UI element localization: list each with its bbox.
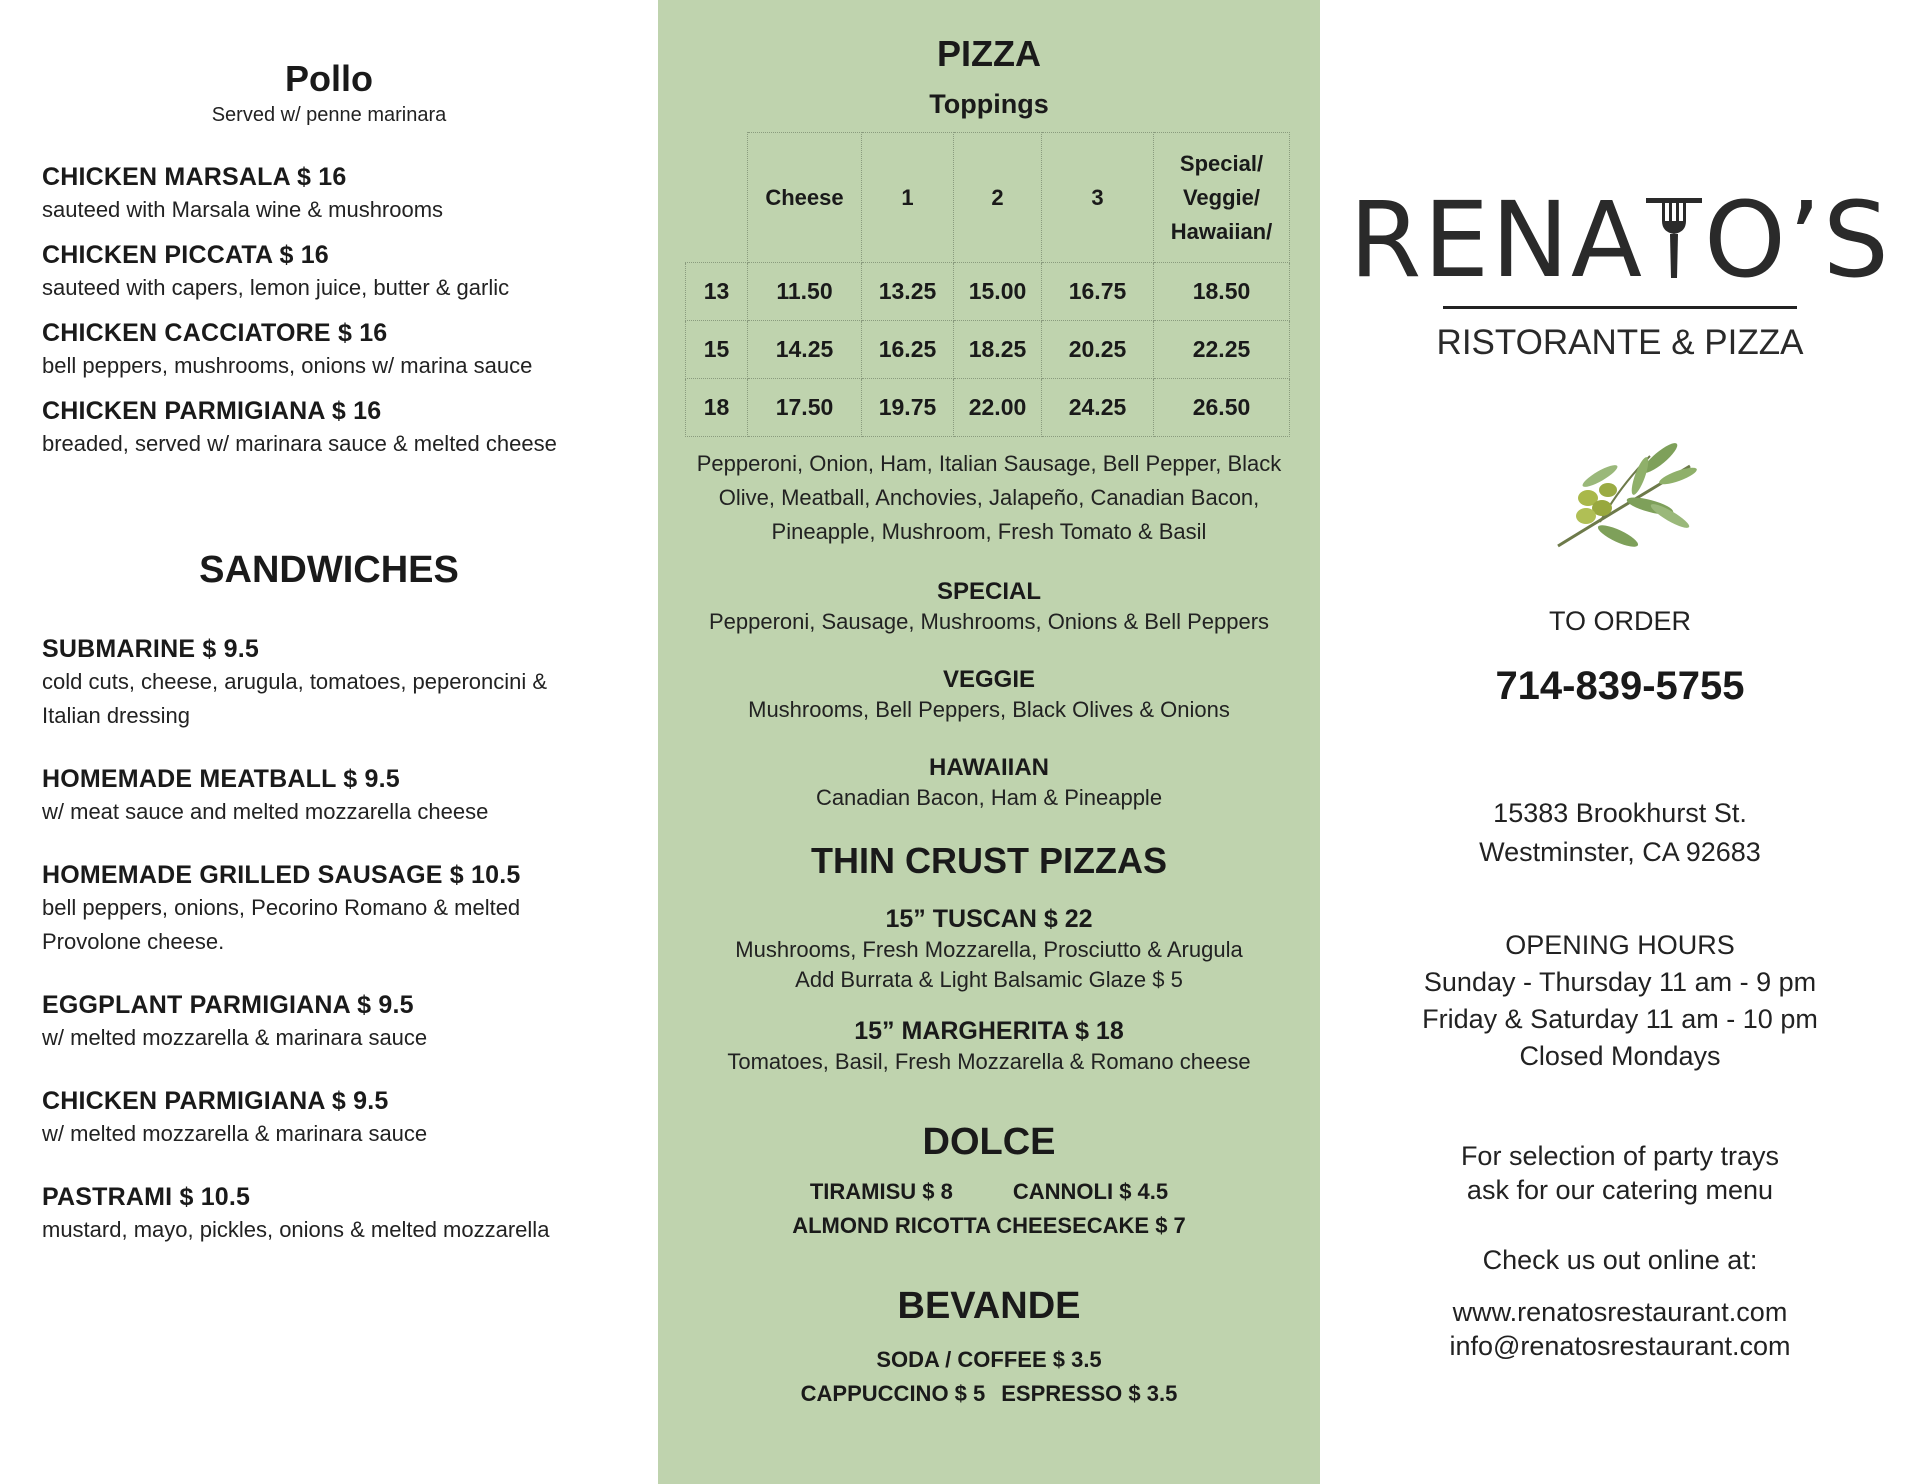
item-description: w/ melted mozzarella & marinara sauce [42, 1025, 428, 1050]
olive-branch-icon [1540, 436, 1700, 566]
header-line: Special/ [1179, 150, 1264, 176]
price-cell: 13.25 [862, 263, 954, 321]
table-row [686, 379, 1290, 437]
dolce-cannoli: CANNOLI $ 4.5 [1012, 1179, 1169, 1204]
item-name: SUBMARINE $ 9.5 [42, 635, 259, 663]
web-contacts [1320, 1295, 1920, 1363]
sandwiches-list [42, 633, 616, 1247]
hours-line: Closed Mondays [1519, 1041, 1721, 1071]
thin-crust-extra: Add Burrata & Light Balsamic Glaze $ 5 [795, 967, 1183, 992]
item-description: sauteed with Marsala wine & mushrooms [42, 197, 444, 222]
logo-wordmark [1320, 179, 1920, 301]
bevande-list [658, 1343, 1320, 1411]
special-pizza-desc: Canadian Bacon, Ham & Pineapple [815, 785, 1163, 810]
online-label: Check us out online at: [1482, 1245, 1758, 1275]
item-description: w/ meat sauce and melted mozzarella cheese [42, 799, 489, 824]
item-name: CHICKEN CACCIATORE $ 16 [42, 319, 388, 347]
item-name: CHICKEN PICCATA $ 16 [42, 241, 329, 269]
toppings-list: Pepperoni, Onion, Ham, Italian Sausage, Bell Pepper, Black Olive, Meatball, Anchovies, Jalapeño, Canadian Bacon, Pineapple, Mushroom, Fresh Tomato & Basil [696, 451, 1282, 544]
column-header [1154, 133, 1290, 263]
price-cell: 15.00 [954, 263, 1042, 321]
thin-crust-name: 15” TUSCAN $ 22 [885, 905, 1093, 933]
special-pizza-desc: Pepperoni, Sausage, Mushrooms, Onions & Bell Peppers [708, 609, 1270, 634]
item-description: cold cuts, cheese, arugula, tomatoes, peperoncini & Italian dressing [42, 669, 548, 728]
column-header: 1 [862, 133, 954, 263]
pizza-price-table [685, 132, 1290, 437]
menu-item [42, 395, 616, 461]
price-cell: 22.00 [954, 379, 1042, 437]
size-cell: 13 [686, 263, 748, 321]
sandwiches-title: SANDWICHES [199, 549, 459, 591]
table-header-row [686, 133, 1290, 263]
pollo-title: Pollo [285, 58, 373, 99]
menu-item [42, 633, 616, 733]
item-name: EGGPLANT PARMIGIANA $ 9.5 [42, 991, 414, 1019]
special-pizza [658, 753, 1320, 813]
restaurant-logo [1320, 179, 1920, 370]
logo-text-left: RENA [1349, 179, 1644, 301]
menu-item [42, 1181, 616, 1247]
column-header: Cheese [748, 133, 862, 263]
price-cell: 17.50 [748, 379, 862, 437]
email-link[interactable]: info@renatosrestaurant.com [1449, 1331, 1791, 1361]
menu-item [42, 1085, 616, 1151]
item-name: HOMEMADE MEATBALL $ 9.5 [42, 765, 400, 793]
price-cell: 16.25 [862, 321, 954, 379]
address [1320, 794, 1920, 872]
catering-note [1320, 1139, 1920, 1207]
special-pizza-name: HAWAIIAN [929, 754, 1049, 781]
bevande-cappuccino: CAPPUCCINO $ 5 [800, 1381, 986, 1406]
price-cell: 19.75 [862, 379, 954, 437]
price-cell: 16.75 [1042, 263, 1154, 321]
price-cell: 14.25 [748, 321, 862, 379]
dolce-cheesecake: ALMOND RICOTTA CHEESECAKE $ 7 [792, 1213, 1186, 1238]
price-cell: 18.25 [954, 321, 1042, 379]
price-cell: 20.25 [1042, 321, 1154, 379]
address-line: Westminster, CA 92683 [1479, 837, 1761, 867]
pollo-list [42, 161, 616, 461]
menu-item [42, 763, 616, 829]
bevande-espresso: ESPRESSO $ 3.5 [1001, 1381, 1178, 1406]
bevande-line [658, 1377, 1320, 1411]
pizza-title: PIZZA [937, 33, 1041, 74]
item-name: CHICKEN PARMIGIANA $ 16 [42, 397, 382, 425]
to-order-label: TO ORDER [1548, 606, 1691, 636]
size-cell: 15 [686, 321, 748, 379]
pollo-subtitle: Served w/ penne marinara [211, 104, 447, 126]
column-header: 2 [954, 133, 1042, 263]
right-column [1320, 0, 1920, 1484]
menu-item [42, 317, 616, 383]
special-pizza-name: SPECIAL [936, 578, 1041, 605]
item-description: bell peppers, onions, Pecorino Romano & melted Provolone cheese. [42, 895, 521, 954]
dolce-tiramisu: TIRAMISU $ 8 [809, 1179, 953, 1204]
item-description: w/ melted mozzarella & marinara sauce [42, 1121, 428, 1146]
item-description: breaded, served w/ marinara sauce & melted cheese [42, 431, 557, 456]
price-cell: 18.50 [1154, 263, 1290, 321]
opening-hours-title: OPENING HOURS [1505, 930, 1735, 960]
size-cell: 18 [686, 379, 748, 437]
catering-line: For selection of party trays [1460, 1141, 1780, 1171]
thin-crust-item [658, 903, 1320, 995]
dolce-line [658, 1175, 1320, 1209]
table-row [686, 321, 1290, 379]
price-cell: 26.50 [1154, 379, 1290, 437]
menu-item [42, 239, 616, 305]
special-pizza [658, 665, 1320, 725]
thin-crust-desc: Mushrooms, Fresh Mozzarella, Prosciutto & Arugula [735, 937, 1243, 962]
hours-line: Friday & Saturday 11 am - 10 pm [1422, 1004, 1818, 1034]
website-link[interactable]: www.renatosrestaurant.com [1452, 1297, 1788, 1327]
item-description: bell peppers, mushrooms, onions w/ marina sauce [42, 353, 533, 378]
bevande-soda: SODA / COFFEE $ 3.5 [876, 1347, 1102, 1372]
logo-text-right: O’S [1703, 179, 1891, 301]
item-description: mustard, mayo, pickles, onions & melted mozzarella [42, 1217, 550, 1242]
phone-number: 714-839-5755 [1495, 664, 1745, 708]
logo-divider [1443, 306, 1797, 309]
price-cell: 24.25 [1042, 379, 1154, 437]
thin-crust-name: 15” MARGHERITA $ 18 [854, 1017, 1124, 1045]
header-line: Veggie/ [1182, 184, 1261, 210]
price-cell: 11.50 [748, 263, 862, 321]
toppings-label: Toppings [929, 89, 1049, 119]
menu-item [42, 161, 616, 227]
item-name: CHICKEN PARMIGIANA $ 9.5 [42, 1087, 389, 1115]
item-description: sauteed with capers, lemon juice, butter & garlic [42, 275, 510, 300]
price-cell: 22.25 [1154, 321, 1290, 379]
column-header: 3 [1042, 133, 1154, 263]
fork-icon [1644, 198, 1704, 278]
item-name: CHICKEN MARSALA $ 16 [42, 163, 347, 191]
thin-crust-desc: Tomatoes, Basil, Fresh Mozzarella & Romano cheese [727, 1049, 1251, 1074]
item-name: HOMEMADE GRILLED SAUSAGE $ 10.5 [42, 861, 521, 889]
menu-item [42, 989, 616, 1055]
catering-line: ask for our catering menu [1466, 1175, 1774, 1205]
logo-subtitle: RISTORANTE & PIZZA [1436, 323, 1804, 362]
thin-crust-item [658, 1015, 1320, 1077]
header-line: Hawaiian/ [1170, 218, 1273, 244]
left-column [0, 0, 658, 1484]
special-pizza [658, 577, 1320, 637]
table-row [686, 263, 1290, 321]
dolce-list [658, 1175, 1320, 1243]
special-pizza-desc: Mushrooms, Bell Peppers, Black Olives & Onions [748, 697, 1230, 722]
hours-line: Sunday - Thursday 11 am - 9 pm [1423, 967, 1817, 997]
table-corner [686, 133, 748, 263]
menu-item [42, 859, 616, 959]
middle-column [658, 0, 1320, 1484]
special-pizza-name: VEGGIE [942, 666, 1036, 693]
address-line: 15383 Brookhurst St. [1493, 798, 1747, 828]
dolce-title: DOLCE [922, 1121, 1056, 1163]
thin-crust-title: THIN CRUST PIZZAS [811, 840, 1167, 881]
item-name: PASTRAMI $ 10.5 [42, 1183, 251, 1211]
bevande-title: BEVANDE [897, 1285, 1081, 1327]
